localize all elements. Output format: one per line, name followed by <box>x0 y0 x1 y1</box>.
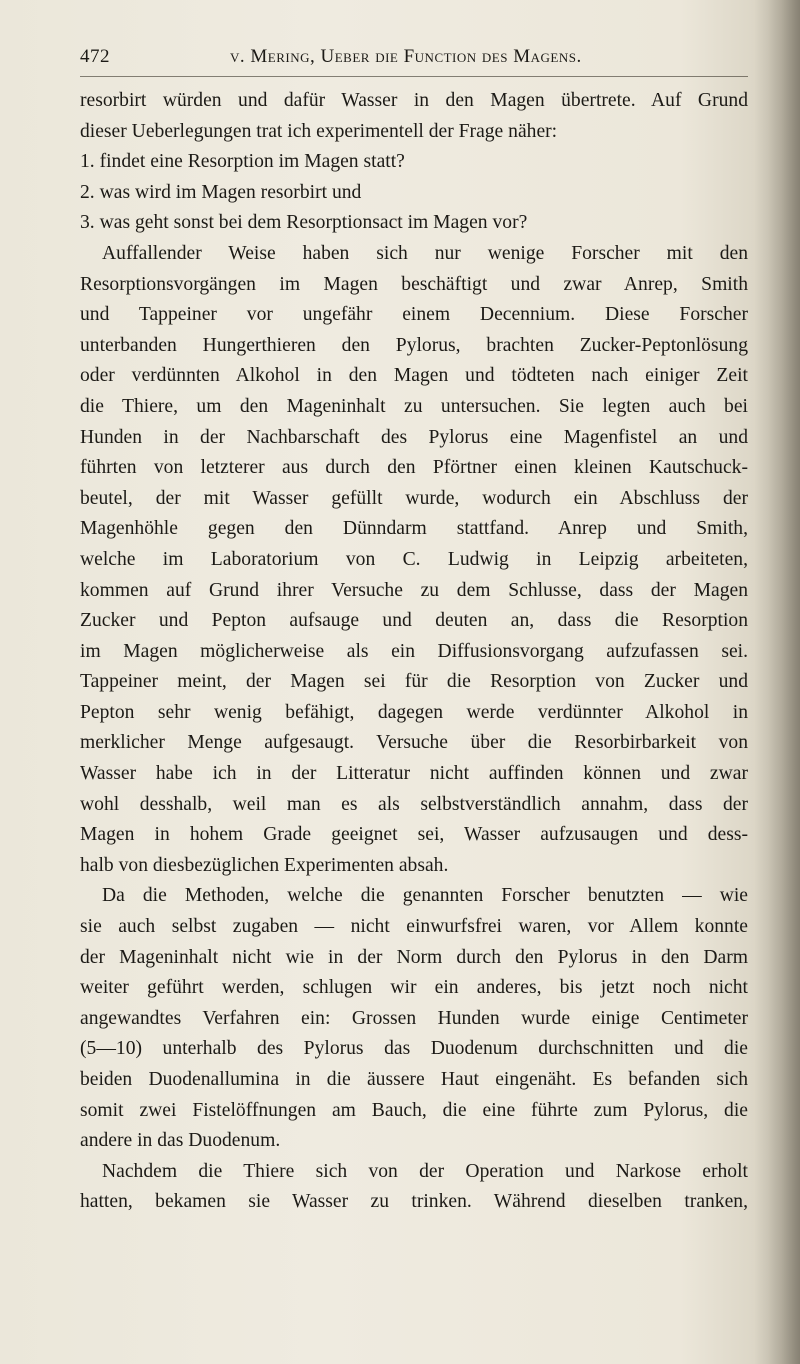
text-line: im Magen möglicherweise als ein Diffusionsvorgang aufzufassen sei. <box>80 640 748 662</box>
text-line: der Mageninhalt nicht wie in der Norm durch den Pylorus in den Darm <box>80 946 748 968</box>
text-line: dieser Ueberlegungen trat ich experimentell der Frage näher: <box>80 120 558 142</box>
page-header <box>80 46 748 72</box>
text-line: (5—10) unterhalb des Pylorus das Duodenum durchschnitten und die <box>80 1038 748 1060</box>
text-line: kommen auf Grund ihrer Versuche zu dem Schlusse, dass der Magen <box>80 579 748 601</box>
text-line: führten von letzterer aus durch den Pförtner einen kleinen Kautschuck- <box>80 457 748 479</box>
text-line: Nachdem die Thiere sich von der Operation und Narkose erholt <box>102 1160 748 1182</box>
text-line: sie auch selbst zugaben — nicht einwurfsfrei waren, vor Allem konnte <box>80 916 748 938</box>
text-line: Auffallender Weise haben sich nur wenige Forscher mit den <box>102 242 748 264</box>
text-line: Tappeiner meint, der Magen sei für die Resorption von Zucker und <box>80 671 748 693</box>
list-item: 2. was wird im Magen resorbirt und <box>80 181 362 203</box>
text-line: unterbanden Hungerthieren den Pylorus, brachten Zucker-Peptonlösung <box>80 334 748 356</box>
running-title: v. Mering, Ueber die Function des Magens. <box>230 46 582 67</box>
text-line: Zucker und Pepton aufsauge und deuten an, dass die Resorption <box>80 610 748 632</box>
page-number: 472 <box>80 46 110 67</box>
text-line: beutel, der mit Wasser gefüllt wurde, wodurch ein Abschluss der <box>80 487 748 509</box>
page-edge-shadow <box>754 0 800 1364</box>
text-line: Wasser habe ich in der Litteratur nicht auffinden können und zwar <box>80 763 748 785</box>
text-line: Magen in hohem Grade geeignet sei, Wasser aufzusaugen und dess- <box>80 824 748 846</box>
text-line: somit zwei Fistelöffnungen am Bauch, die eine führte zum Pylorus, die <box>80 1099 748 1121</box>
text-line: andere in das Duodenum. <box>80 1130 281 1152</box>
text-line: und Tappeiner vor ungefähr einem Decennium. Diese Forscher <box>80 304 748 326</box>
list-item: 1. findet eine Resorption im Magen statt? <box>80 151 405 173</box>
text-line: resorbirt würden und dafür Wasser in den Magen übertrete. Auf Grund <box>80 90 748 111</box>
text-line: oder verdünnten Alkohol in den Magen und tödteten nach einiger Zeit <box>80 365 748 387</box>
text-line: die Thiere, um den Mageninhalt zu untersuchen. Sie legten auch bei <box>80 395 748 417</box>
text-line: angewandtes Verfahren ein: Grossen Hunden wurde einige Centimeter <box>80 1007 748 1029</box>
text-line: welche im Laboratorium von C. Ludwig in Leipzig arbeiteten, <box>80 548 748 570</box>
text-line: halb von diesbezüglichen Experimenten absah. <box>80 854 449 876</box>
text-line: wohl desshalb, weil man es als selbstverständlich annahm, dass der <box>80 793 748 815</box>
text-line: beiden Duodenallumina in die äussere Haut eingenäht. Es befanden sich <box>80 1069 748 1090</box>
text-line: weiter geführt werden, schlugen wir ein anderes, bis jetzt noch nicht <box>80 977 748 999</box>
header-rule <box>80 76 748 77</box>
text-line: Resorptionsvorgängen im Magen beschäftigt und zwar Anrep, Smith <box>80 273 748 295</box>
text-line: Hunden in der Nachbarschaft des Pylorus eine Magenfistel an und <box>80 426 748 448</box>
body-text <box>80 86 748 1218</box>
list-item: 3. was geht sonst bei dem Resorptionsact im Magen vor? <box>80 212 528 234</box>
text-line: Pepton sehr wenig befähigt, dagegen werde verdünnter Alkohol in <box>80 701 748 723</box>
text-line: Da die Methoden, welche die genannten Forscher benutzten — wie <box>102 885 748 907</box>
text-line: Magenhöhle gegen den Dünndarm stattfand. Anrep und Smith, <box>80 518 748 540</box>
text-line: merklicher Menge aufgesaugt. Versuche über die Resorbirbarkeit von <box>80 732 748 754</box>
text-line: hatten, bekamen sie Wasser zu trinken. Während dieselben tranken, <box>80 1191 748 1213</box>
